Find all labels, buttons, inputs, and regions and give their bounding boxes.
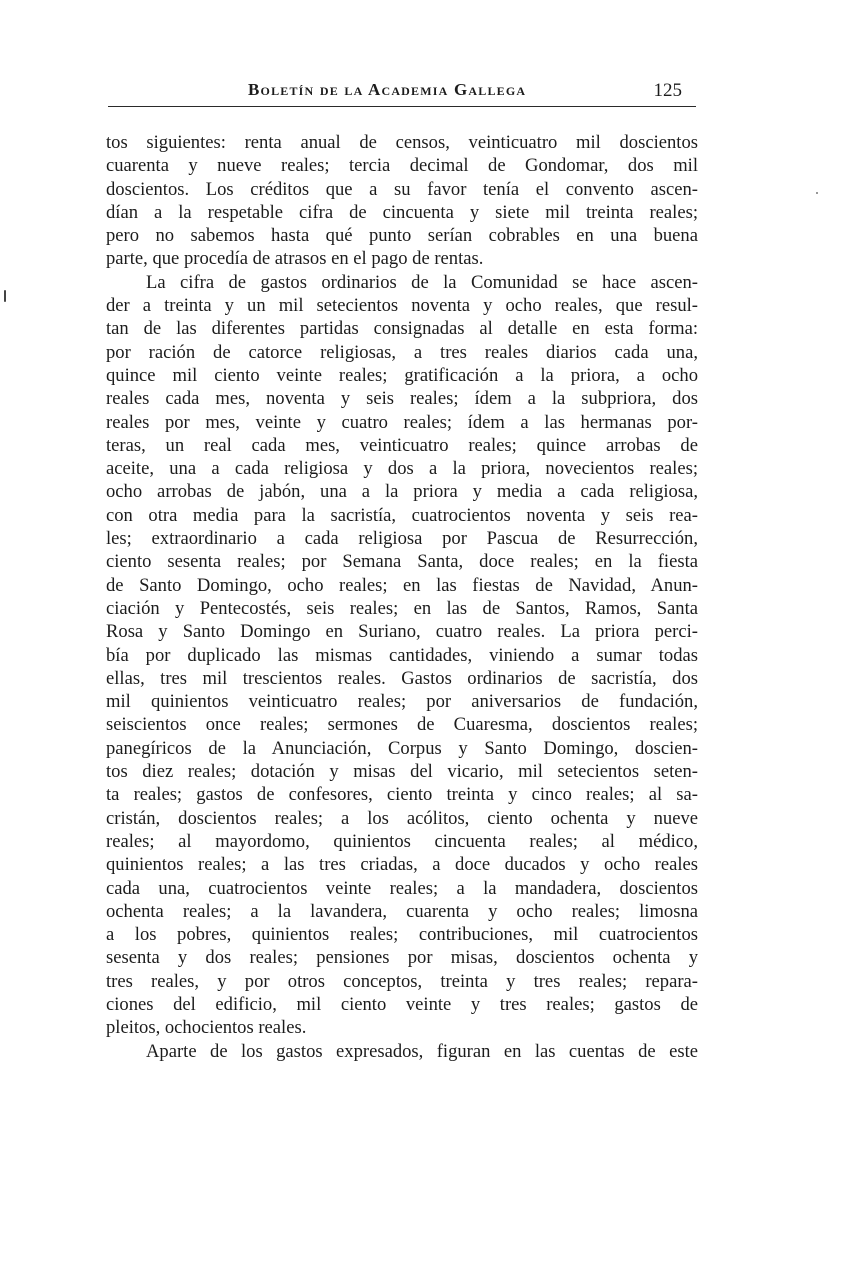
text-line: dían a la respetable cifra de cincuenta y siete mil treinta reales; — [106, 201, 698, 223]
text-line: der a treinta y un mil setecientos noventa y ocho reales, que resul- — [106, 295, 698, 317]
text-line: aceite, una a cada religiosa y dos a la priora, novecientos reales; — [106, 458, 698, 480]
text-line: reales cada mes, noventa y seis reales; ídem a la subpriora, dos — [106, 388, 698, 410]
text-line: cuarenta y nueve reales; tercia decimal de Gondomar, dos mil — [106, 155, 698, 177]
text-line: ocho arrobas de jabón, una a la priora y media a cada religiosa, — [106, 481, 698, 503]
text-line: parte, que procedía de atrasos en el pago de rentas. — [106, 248, 484, 270]
text-line: seiscientos once reales; sermones de Cuaresma, doscientos reales; — [106, 714, 698, 736]
text-line: ciento sesenta reales; por Semana Santa, doce reales; en la fiesta — [106, 551, 698, 573]
text-line: tos diez reales; dotación y misas del vicario, mil setecientos seten- — [106, 761, 698, 783]
text-line: pleitos, ochocientos reales. — [106, 1017, 307, 1039]
text-line: Aparte de los gastos expresados, figuran en las cuentas de este — [146, 1040, 698, 1062]
running-title: Boletín de la Academia Gallega — [248, 80, 527, 99]
text-line: La cifra de gastos ordinarios de la Comunidad se hace ascen- — [146, 271, 698, 293]
text-line: reales; al mayordomo, quinientos cincuenta reales; al médico, — [106, 830, 698, 852]
text-line: les; extraordinario a cada religiosa por Pascua de Resurrección, — [106, 528, 698, 550]
text-line: tres reales, y por otros conceptos, treinta y tres reales; repara- — [106, 970, 698, 992]
text-line: a los pobres, quinientos reales; contribuciones, mil cuatrocientos — [106, 924, 698, 946]
text-line: ellas, tres mil trescientos reales. Gastos ordinarios de sacristía, dos — [106, 667, 698, 689]
text-line: pero no sabemos hasta qué punto serían cobrables en una buena — [106, 225, 698, 247]
text-line: mil quinientos veinticuatro reales; por aniversarios de fundación, — [106, 691, 698, 713]
text-line: tos siguientes: renta anual de censos, veinticuatro mil doscientos — [106, 132, 698, 153]
text-line: ciones del edificio, mil ciento veinte y tres reales; gastos de — [106, 993, 698, 1015]
scan-speck — [816, 192, 818, 194]
text-line: de Santo Domingo, ocho reales; en las fiestas de Navidad, Anun- — [106, 574, 698, 596]
text-line: quinientos reales; a las tres criadas, a doce ducados y ocho reales — [106, 854, 698, 876]
text-line: quince mil ciento veinte reales; gratificación a la priora, a ocho — [106, 364, 698, 386]
text-line: por ración de catorce religiosas, a tres reales diarios cada una, — [106, 341, 698, 363]
text-line: cada una, cuatrocientos veinte reales; a la mandadera, doscientos — [106, 877, 698, 899]
text-line: sesenta y dos reales; pensiones por misas, doscientos ochenta y — [106, 947, 698, 969]
text-line: con otra media para la sacristía, cuatrocientos noventa y seis rea- — [106, 504, 698, 526]
text-line: reales por mes, veinte y cuatro reales; ídem a las hermanas por- — [106, 411, 698, 433]
text-line: bía por duplicado las mismas cantidades, viniendo a sumar todas — [106, 644, 698, 666]
text-line: teras, un real cada mes, veinticuatro reales; quince arrobas de — [106, 434, 698, 456]
header-rule — [108, 106, 696, 107]
text-line: ochenta reales; a la lavandera, cuarenta y ocho reales; limosna — [106, 900, 698, 922]
text-line: panegíricos de la Anunciación, Corpus y Santo Domingo, doscien- — [106, 737, 698, 759]
text-line: doscientos. Los créditos que a su favor tenía el convento ascen- — [106, 178, 698, 200]
page-number: 125 — [653, 80, 682, 101]
text-line: Rosa y Santo Domingo en Suriano, cuatro reales. La priora perci- — [106, 621, 698, 643]
text-line: ciación y Pentecostés, seis reales; en las de Santos, Ramos, Santa — [106, 597, 698, 619]
scan-speck — [4, 290, 6, 302]
text-line: tan de las diferentes partidas consignadas al detalle en esta forma: — [106, 318, 698, 340]
text-line: cristán, doscientos reales; a los acólitos, ciento ochenta y nueve — [106, 807, 698, 829]
text-line: ta reales; gastos de confesores, ciento treinta y cinco reales; al sa- — [106, 784, 698, 806]
page-header — [108, 78, 696, 106]
body-text — [106, 131, 698, 1063]
